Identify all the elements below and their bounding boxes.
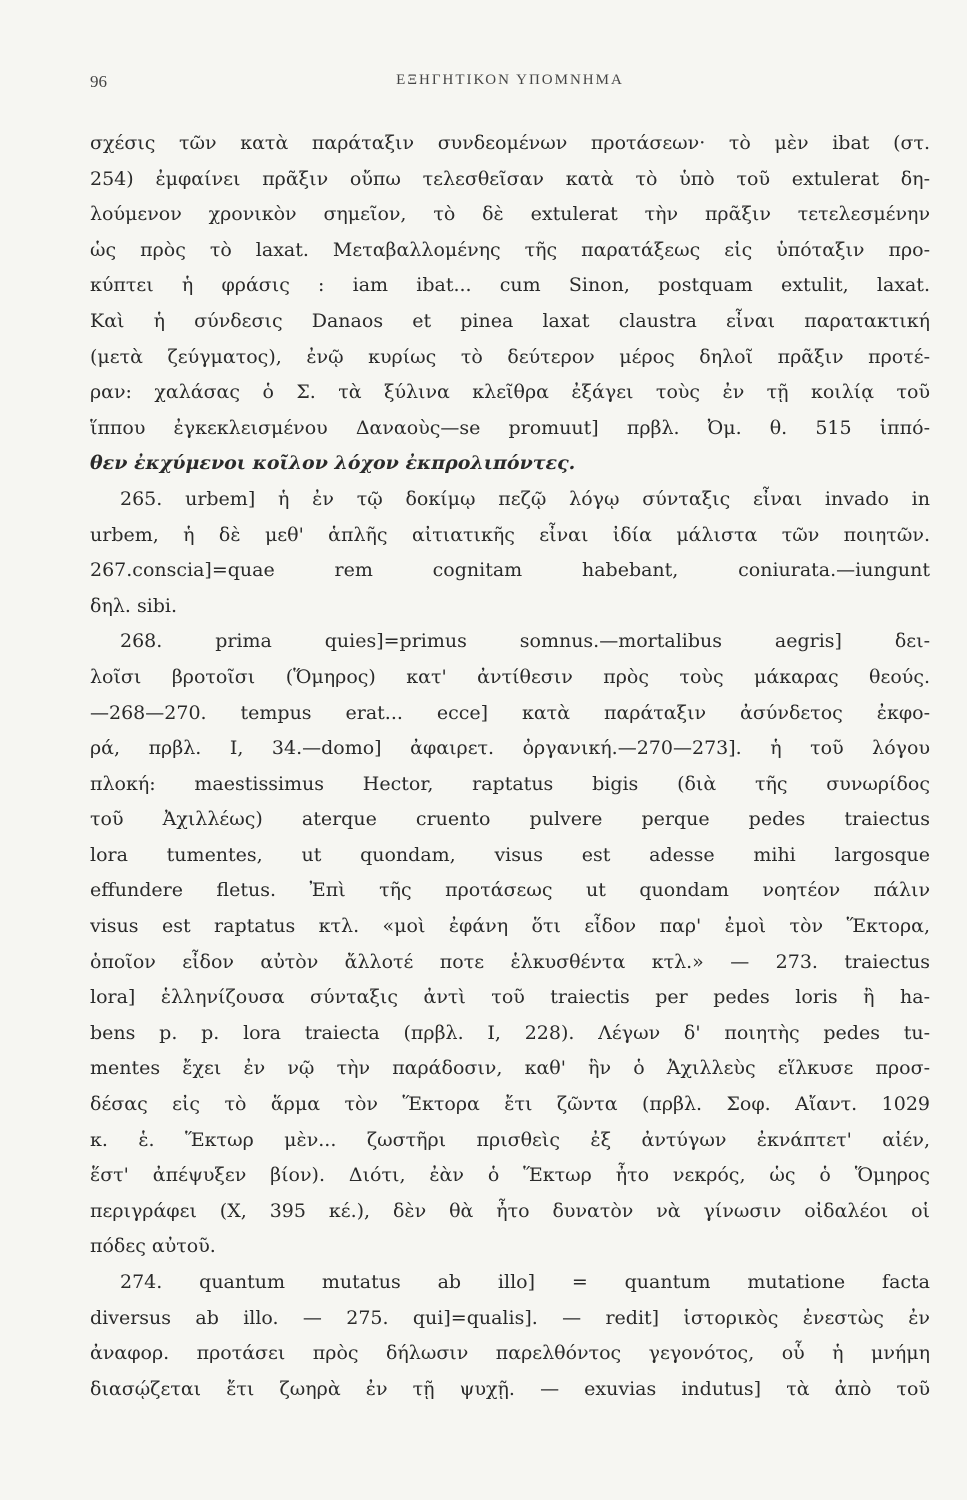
text-line: 274. quantum mutatus ab illo] = quantum mutatione facta bbox=[120, 1271, 930, 1293]
text-line: θεν ἐκχύμενοι κοῖλον λόχον ἐκπρολιπόντες. bbox=[90, 452, 576, 475]
running-title: ΕΞΗΓΗΤΙΚΟΝ ΥΠΟΜΝΗΜΑ bbox=[396, 72, 624, 88]
text-line: ραν: χαλάσας ὁ Σ. τὰ ξύλινα κλεῖθρα ἐξάγει τοὺς ἐν τῇ κοιλίᾳ τοῦ bbox=[90, 381, 930, 404]
text-line: λοῖσι βροτοῖσι (Ὅμηρος) κατ' ἀντίθεσιν πρὸς τοὺς μάκαρας θεούς. bbox=[90, 665, 930, 688]
page-header bbox=[90, 72, 930, 102]
text-line: ἕστ' ἀπέψυξεν βίον). Διότι, ἐὰν ὁ Ἕκτωρ ἦτο νεκρός, ὡς ὁ Ὅμηρος bbox=[90, 1164, 930, 1187]
text-line: πλοκή: maestissimus Hector, raptatus bigis (διὰ τῆς συνωρίδος bbox=[90, 772, 930, 795]
text-line: διασῴζεται ἔτι ζωηρὰ ἐν τῇ ψυχῇ. — exuvias indutus] τὰ ἀπὸ τοῦ bbox=[90, 1377, 930, 1400]
text-line: ὁποῖον εἶδον αὐτὸν ἄλλοτέ ποτε ἑλκυσθέντα κτλ.» — 273. traiectus bbox=[90, 950, 930, 973]
text-line: 267.conscia]=quae rem cognitam habebant, coniurata.—iungunt bbox=[90, 559, 930, 582]
page-number: 96 bbox=[90, 72, 107, 91]
text-line: περιγράφει (X, 395 κέ.), δὲν θὰ ἦτο δυνατὸν νὰ γίνωσιν οἰδαλέοι οἱ bbox=[90, 1199, 930, 1222]
text-line: 254) ἐμφαίνει πρᾶξιν οὔπω τελεσθεῖσαν κατὰ τὸ ὑπὸ τοῦ extulerat δη- bbox=[90, 167, 930, 190]
text-line: lora] ἑλληνίζουσα σύνταξις ἀντὶ τοῦ traiectis per pedes loris ἢ ha- bbox=[90, 986, 930, 1009]
text-line: ἵππου ἐγκεκλεισμένου Δαναοὺς—se promuut] πρβλ. Ὀμ. θ. 515 ἱππό- bbox=[90, 416, 930, 439]
text-line: λούμενον χρονικὸν σημεῖον, τὸ δὲ extulerat τὴν πρᾶξιν τετελεσμένην bbox=[90, 203, 930, 226]
text-line: mentes ἔχει ἐν νῷ τὴν παράδοσιν, καθ' ἣν ὁ Ἀχιλλεὺς εἵλκυσε προσ- bbox=[90, 1057, 930, 1080]
text-line: τοῦ Ἀχιλλέως) aterque cruento pulvere perque pedes traiectus bbox=[90, 808, 930, 831]
text-line: effundere fletus. Ἐπὶ τῆς προτάσεως ut quondam νοητέον πάλιν bbox=[90, 879, 930, 902]
text-line: bens p. p. lora traiecta (πρβλ. I, 228). Λέγων δ' ποιητὴς pedes tu- bbox=[90, 1021, 930, 1044]
text-line: Καὶ ἡ σύνδεσις Danaos et pinea laxat claustra εἶναι παρατακτική bbox=[90, 309, 930, 332]
text-line: visus est raptatus κτλ. «μοὶ ἐφάνη ὅτι εἶδον παρ' ἐμοὶ τὸν Ἕκτορα, bbox=[90, 915, 930, 938]
text-line: (μετὰ ζεύγματος), ἐνῷ κυρίως τὸ δεύτερον μέρος δηλοῖ πρᾶξιν προτέ- bbox=[90, 345, 930, 368]
text-line: —268—270. tempus erat... ecce] κατὰ παράταξιν ἀσύνδετος ἐκφο- bbox=[90, 701, 930, 724]
text-line: δηλ. sibi. bbox=[90, 594, 178, 617]
text-line: lora tumentes, ut quondam, visus est adesse mihi largosque bbox=[90, 843, 930, 866]
text-line: κ. ἑ. Ἕκτωρ μὲν... ζωστῆρι πρισθεὶς ἐξ ἀντύγων ἐκνάπτετ' αἰέν, bbox=[90, 1128, 930, 1151]
text-line: ὡς πρὸς τὸ laxat. Μεταβαλλομένης τῆς παρατάξεως εἰς ὑπόταξιν προ- bbox=[90, 238, 930, 261]
text-line: ρά, πρβλ. I, 34.—domo] ἀφαιρετ. ὀργανική.—270—273]. ἡ τοῦ λόγου bbox=[90, 737, 930, 760]
text-line: δέσας εἰς τὸ ἅρμα τὸν Ἕκτορα ἔτι ζῶντα (πρβλ. Σοφ. Αἴαντ. 1029 bbox=[90, 1093, 930, 1116]
text-line: πόδες αὐτοῦ. bbox=[90, 1235, 216, 1258]
text-line: urbem, ἡ δὲ μεθ' ἁπλῆς αἰτιατικῆς εἶναι ἰδία μάλιστα τῶν ποιητῶν. bbox=[90, 523, 930, 546]
text-line: 268. prima quies]=primus somnus.—mortalibus aegris] δει- bbox=[120, 630, 930, 653]
commentary-text bbox=[90, 126, 930, 1407]
text-line: σχέσις τῶν κατὰ παράταξιν συνδεομένων προτάσεων· τὸ μὲν ibat (στ. bbox=[90, 132, 930, 154]
text-line: κύπτει ἡ φράσις : iam ibat... cum Sinon, postquam extulit, laxat. bbox=[90, 274, 930, 297]
text-line: ἀναφορ. προτάσει πρὸς δήλωσιν παρελθόντος γεγονότος, οὗ ἡ μνήμη bbox=[90, 1342, 930, 1365]
text-line: 265. urbem] ἡ ἐν τῷ δοκίμῳ πεζῷ λόγῳ σύνταξις εἶναι invado in bbox=[120, 487, 930, 510]
text-line: diversus ab illo. — 275. qui]=qualis]. — redit] ἱστορικὸς ἐνεστὼς ἐν bbox=[90, 1306, 930, 1329]
